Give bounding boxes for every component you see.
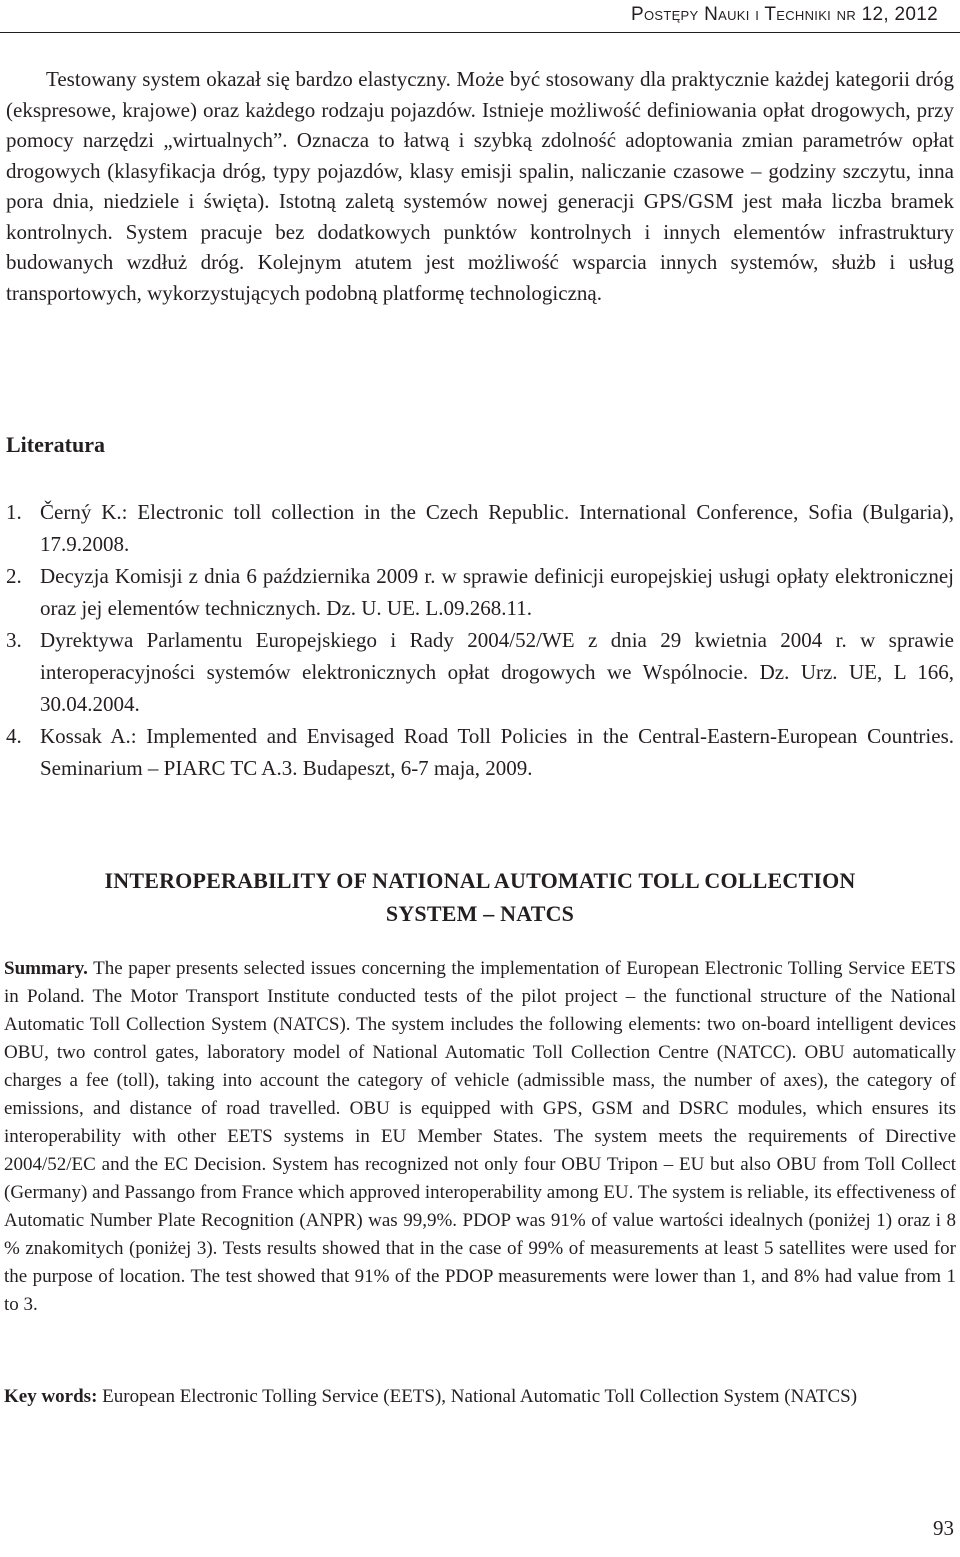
reference-number: 4.: [6, 724, 22, 748]
reference-item: [6, 496, 954, 560]
page-number: 93: [933, 1516, 954, 1540]
summary-paragraph: [4, 955, 956, 1319]
english-title-line-2: SYSTEM – NATCS: [385, 901, 575, 926]
reference-list: [6, 496, 954, 784]
reference-item: [6, 720, 954, 784]
keywords-paragraph: [4, 1383, 956, 1411]
header-rule: [0, 32, 960, 33]
keywords-label: Key words:: [4, 1386, 98, 1407]
reference-number: 1.: [6, 500, 22, 524]
english-title: [0, 864, 960, 930]
reference-text: Kossak A.: Implemented and Envisaged Road Toll Policies in the Central-Eastern-European Countries. Seminarium – PIARC TC A.3. Budapeszt, 6-7 maja, 2009.: [40, 724, 954, 780]
summary-text: The paper presents selected issues concerning the implementation of European Electronic Tolling Service EETS in Poland. The Motor Transport Institute conducted tests of the pilot project – the functional structure of the National Automatic Toll Collection System (NATCS). The system includes the following elements: two on-board intelligent devices OBU, two control gates, laboratory model of National Automatic Toll Collection Centre (NATCC). OBU automatically charges a fee (toll), taking into account the category of vehicle (admissible mass, the number of axes), the category of emissions, and distance of road travelled. OBU is equipped with GPS, GSM and DSRC modules, which ensures its interoperability with other EETS systems in EU Member States. The system meets the requirements of Directive 2004/52/EC and the EC Decision. System has recognized not only four OBU Tripon – EU but also OBU from Toll Collect (Germany) and Passango from France which approved interoperability among EU. The system is reliable, its effectiveness of Automatic Number Plate Recognition (ANPR) was 99,9%. PDOP was 91% of value wartości idealnych (poniżej 1) oraz i 8 % znakomitych (poniżej 3). Tests results showed that in the case of 99% of measurements at least 5 satellites were used for the purpose of location. The test showed that 91% of the PDOP measurements were lower than 1, and 8% had value from 1 to 3.: [4, 958, 956, 1315]
english-title-line-1: INTEROPERABILITY OF NATIONAL AUTOMATIC TOLL COLLECTION: [104, 868, 856, 893]
literature-heading: Literatura: [6, 432, 105, 457]
running-header: Postępy Nauki i Techniki nr 12, 2012: [630, 4, 938, 25]
polish-body-paragraph: Testowany system okazał się bardzo elastyczny. Może być stosowany dla praktycznie każdej kategorii dróg (ekspresowe, krajowe) oraz każdego rodzaju pojazdów. Istnieje możliwość definiowania opłat drogowych, przy pomocy narzędzi „wirtualnych”. Oznacza to łatwą i szybką zdolność adoptowania zmian parametrów opłat drogowych (klasyfikacja dróg, typy pojazdów, klasy emisji spalin, naliczanie czasowe – godziny szczytu, inna pora dnia, niedziele i święta). Istotną zaletą systemów nowej generacji GPS/GSM jest mała liczba bramek kontrolnych. System pracuje bez dodatkowych punktów kontrolnych i innych elementów infrastruktury budowanych wzdłuż dróg. Kolejnym atutem jest możliwość wsparcia innych systemów, służb i usług transportowych, wykorzystujących podobną platformę technologiczną.: [6, 67, 954, 305]
reference-text: Černý K.: Electronic toll collection in the Czech Republic. International Conference, Sofia (Bulgaria), 17.9.2008.: [40, 500, 954, 556]
reference-item: [6, 560, 954, 624]
reference-text: Dyrektywa Parlamentu Europejskiego i Rady 2004/52/WE z dnia 29 kwietnia 2004 r. w sprawie interoperacyjności systemów elektronicznych opłat drogowych we Wspólnocie. Dz. Urz. UE, L 166, 30.04.2004.: [40, 628, 954, 716]
reference-number: 3.: [6, 628, 22, 652]
reference-text: Decyzja Komisji z dnia 6 października 2009 r. w sprawie definicji europejskiej usługi opłaty elektronicznej oraz jej elementów technicznych. Dz. U. UE. L.09.268.11.: [40, 564, 954, 620]
reference-number: 2.: [6, 564, 22, 588]
reference-item: [6, 624, 954, 720]
keywords-text: European Electronic Tolling Service (EETS), National Automatic Toll Collection System (NATCS): [97, 1386, 858, 1407]
summary-label: Summary.: [4, 958, 88, 979]
